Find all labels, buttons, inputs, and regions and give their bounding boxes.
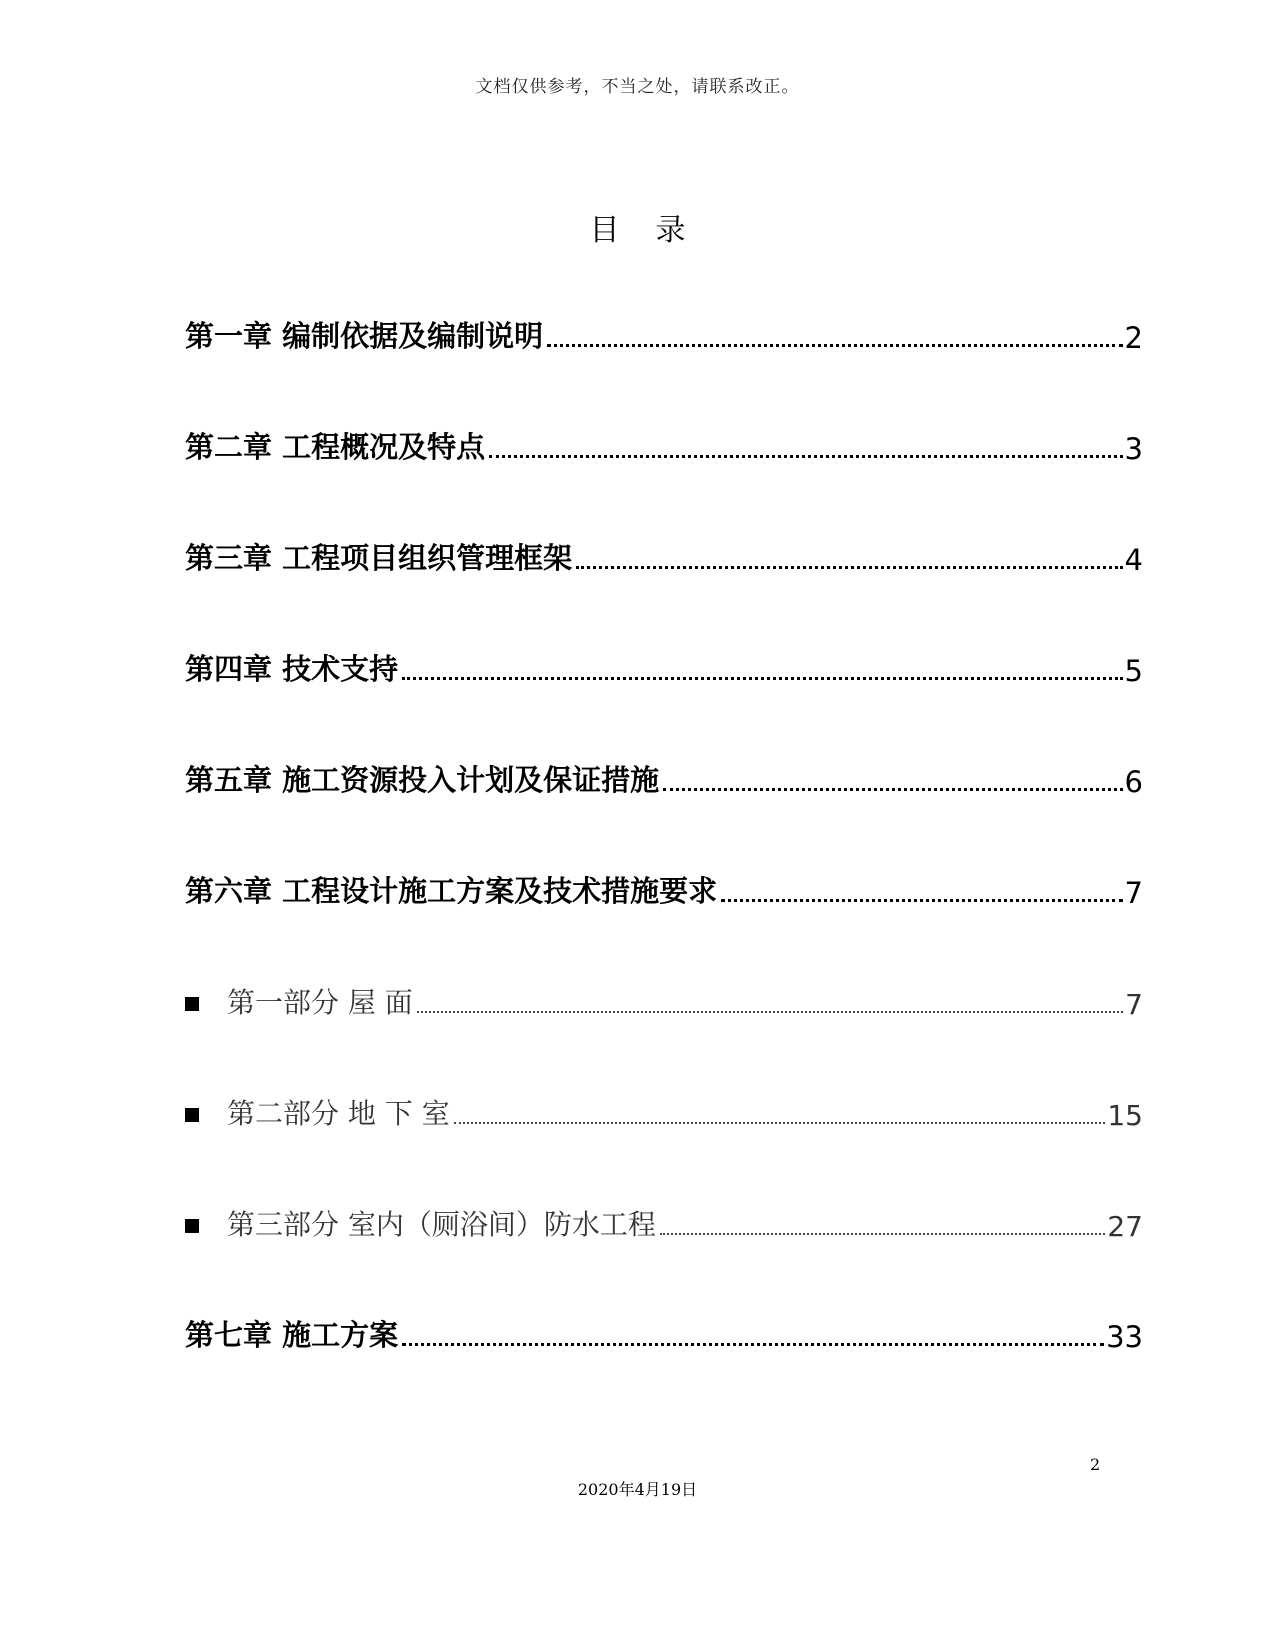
toc-entry-page: 7 <box>1124 876 1143 910</box>
toc-entry-chapter-4[interactable] <box>185 638 1143 688</box>
toc-entry-page: 33 <box>1106 1320 1143 1354</box>
toc-entry-page: 2 <box>1124 321 1143 355</box>
dot-leader <box>417 1011 1123 1013</box>
toc-entry-page: 27 <box>1107 1210 1143 1243</box>
toc-entry-page: 15 <box>1107 1099 1143 1132</box>
toc-entry-page: 4 <box>1124 543 1143 577</box>
toc-entry-part-1[interactable] <box>185 971 1143 1021</box>
toc-entry-chapter-6[interactable] <box>185 860 1143 910</box>
toc-entry-label: 第一部分 屋 面 <box>227 986 413 1019</box>
toc-entry-part-2[interactable] <box>185 1082 1143 1132</box>
toc-entry-chapter-3[interactable] <box>185 527 1143 577</box>
toc-entry-label: 第五章 施工资源投入计划及保证措施 <box>185 763 660 797</box>
dot-leader <box>576 566 1122 569</box>
title-char-2: 录 <box>655 213 686 248</box>
dot-leader <box>402 677 1122 680</box>
square-bullet-icon <box>185 1108 199 1122</box>
toc-entry-part-3[interactable] <box>185 1193 1143 1243</box>
header-note: 文档仅供参考，不当之处，请联系改正。 <box>475 77 800 97</box>
toc-entry-label: 第七章 施工方案 <box>185 1318 399 1352</box>
toc-entry-label: 第一章 编制依据及编制说明 <box>185 319 544 353</box>
page-number: 2 <box>1090 1455 1101 1474</box>
dot-leader <box>663 788 1122 791</box>
toc-entry-label: 第三部分 室内（厕浴间）防水工程 <box>227 1208 656 1241</box>
footer-date: 2020年4月19日 <box>577 1480 698 1499</box>
toc-entry-page: 7 <box>1125 988 1143 1021</box>
square-bullet-icon <box>185 1219 199 1233</box>
toc-entry-chapter-7[interactable] <box>185 1304 1143 1354</box>
toc-entry-label: 第四章 技术支持 <box>185 652 399 686</box>
square-bullet-icon <box>185 997 199 1011</box>
dot-leader <box>402 1343 1104 1346</box>
toc-entry-chapter-5[interactable] <box>185 749 1143 799</box>
toc-entry-chapter-1[interactable] <box>185 305 1143 355</box>
dot-leader <box>660 1233 1105 1235</box>
toc-entry-label: 第二部分 地 下 室 <box>227 1097 450 1130</box>
toc-entry-page: 6 <box>1124 765 1143 799</box>
toc-entry-label: 第三章 工程项目组织管理框架 <box>185 541 573 575</box>
title-char-1: 目 <box>589 213 620 248</box>
dot-leader <box>454 1122 1106 1124</box>
dot-leader <box>721 899 1122 902</box>
toc-entry-label: 第二章 工程概况及特点 <box>185 430 486 464</box>
toc-entry-chapter-2[interactable] <box>185 416 1143 466</box>
toc-title <box>0 205 1275 249</box>
toc-entry-label: 第六章 工程设计施工方案及技术措施要求 <box>185 874 718 908</box>
dot-leader <box>547 344 1122 347</box>
dot-leader <box>489 455 1122 458</box>
toc-entry-page: 5 <box>1124 654 1143 688</box>
toc-entry-page: 3 <box>1124 432 1143 466</box>
